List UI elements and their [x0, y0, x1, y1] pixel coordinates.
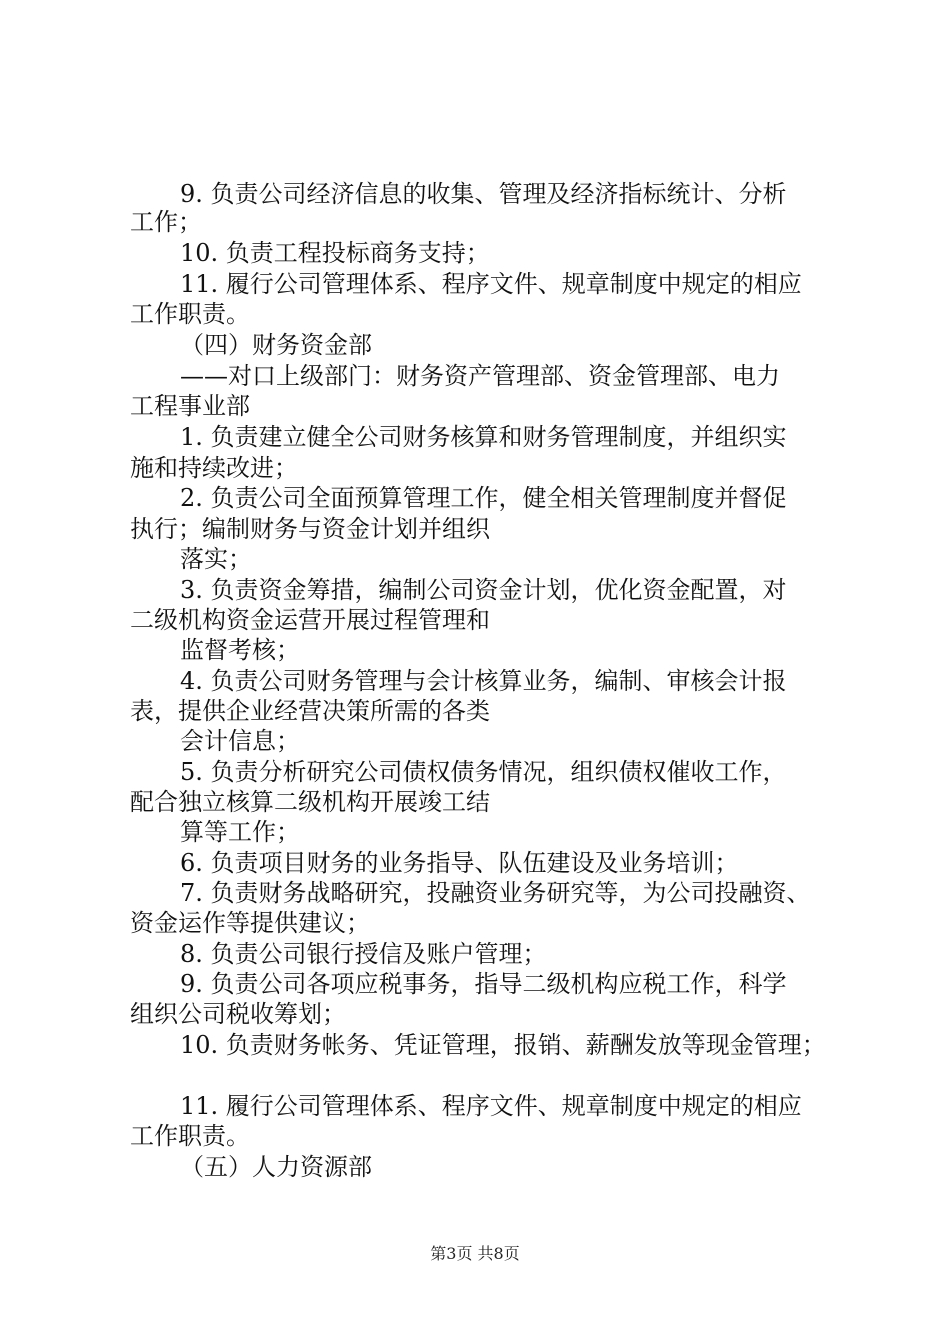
text-line: 落实； — [180, 545, 252, 573]
text-line: ——对口上级部门：财务资产管理部、资金管理部、电力 — [180, 362, 780, 390]
text-line: 2. 负责公司全面预算管理工作，健全相关管理制度并督促 — [180, 484, 787, 512]
text-line: 执行；编制财务与资金计划并组织 — [130, 515, 490, 543]
text-line: 表，提供企业经营决策所需的各类 — [130, 697, 490, 725]
text-line: 工作职责。 — [130, 300, 250, 328]
text-line: 4. 负责公司财务管理与会计核算业务，编制、审核会计报 — [180, 667, 787, 695]
text-line: 资金运作等提供建议； — [130, 909, 370, 937]
text-line: 3. 负责资金筹措，编制公司资金计划，优化资金配置，对 — [180, 576, 787, 604]
text-line: 二级机构资金运营开展过程管理和 — [130, 606, 490, 634]
page-number-footer: 第3页 共8页 — [430, 1244, 520, 1263]
text-line: 6. 负责项目财务的业务指导、队伍建设及业务培训； — [180, 849, 739, 877]
text-line: 工作职责。 — [130, 1122, 250, 1150]
text-line: 工作； — [130, 208, 202, 236]
text-line: 1. 负责建立健全公司财务核算和财务管理制度，并组织实 — [180, 423, 787, 451]
text-line: 会计信息； — [180, 727, 300, 755]
section-heading: （四）财务资金部 — [180, 331, 372, 359]
text-line: 10. 负责工程投标商务支持； — [180, 239, 490, 267]
text-line: 组织公司税收筹划； — [130, 1000, 346, 1028]
text-line: 工程事业部 — [130, 392, 250, 420]
text-line: 算等工作； — [180, 818, 300, 846]
text-line: 7. 负责财务战略研究，投融资业务研究等，为公司投融资、 — [180, 879, 811, 907]
text-line: 9. 负责公司各项应税事务，指导二级机构应税工作，科学 — [180, 970, 787, 998]
text-line: 8. 负责公司银行授信及账户管理； — [180, 940, 547, 968]
text-line: 11. 履行公司管理体系、程序文件、规章制度中规定的相应 — [180, 1092, 802, 1120]
text-line: 配合独立核算二级机构开展竣工结 — [130, 788, 490, 816]
text-line: 5. 负责分析研究公司债权债务情况，组织债权催收工作， — [180, 758, 787, 786]
text-line: 11. 履行公司管理体系、程序文件、规章制度中规定的相应 — [180, 270, 802, 298]
section-heading: （五）人力资源部 — [180, 1153, 372, 1181]
text-line: 施和持续改进； — [130, 454, 298, 482]
text-line: 10. 负责财务帐务、凭证管理，报销、薪酬发放等现金管理； — [180, 1031, 826, 1059]
text-line: 9. 负责公司经济信息的收集、管理及经济指标统计、分析 — [180, 180, 787, 208]
text-line: 监督考核； — [180, 636, 300, 664]
